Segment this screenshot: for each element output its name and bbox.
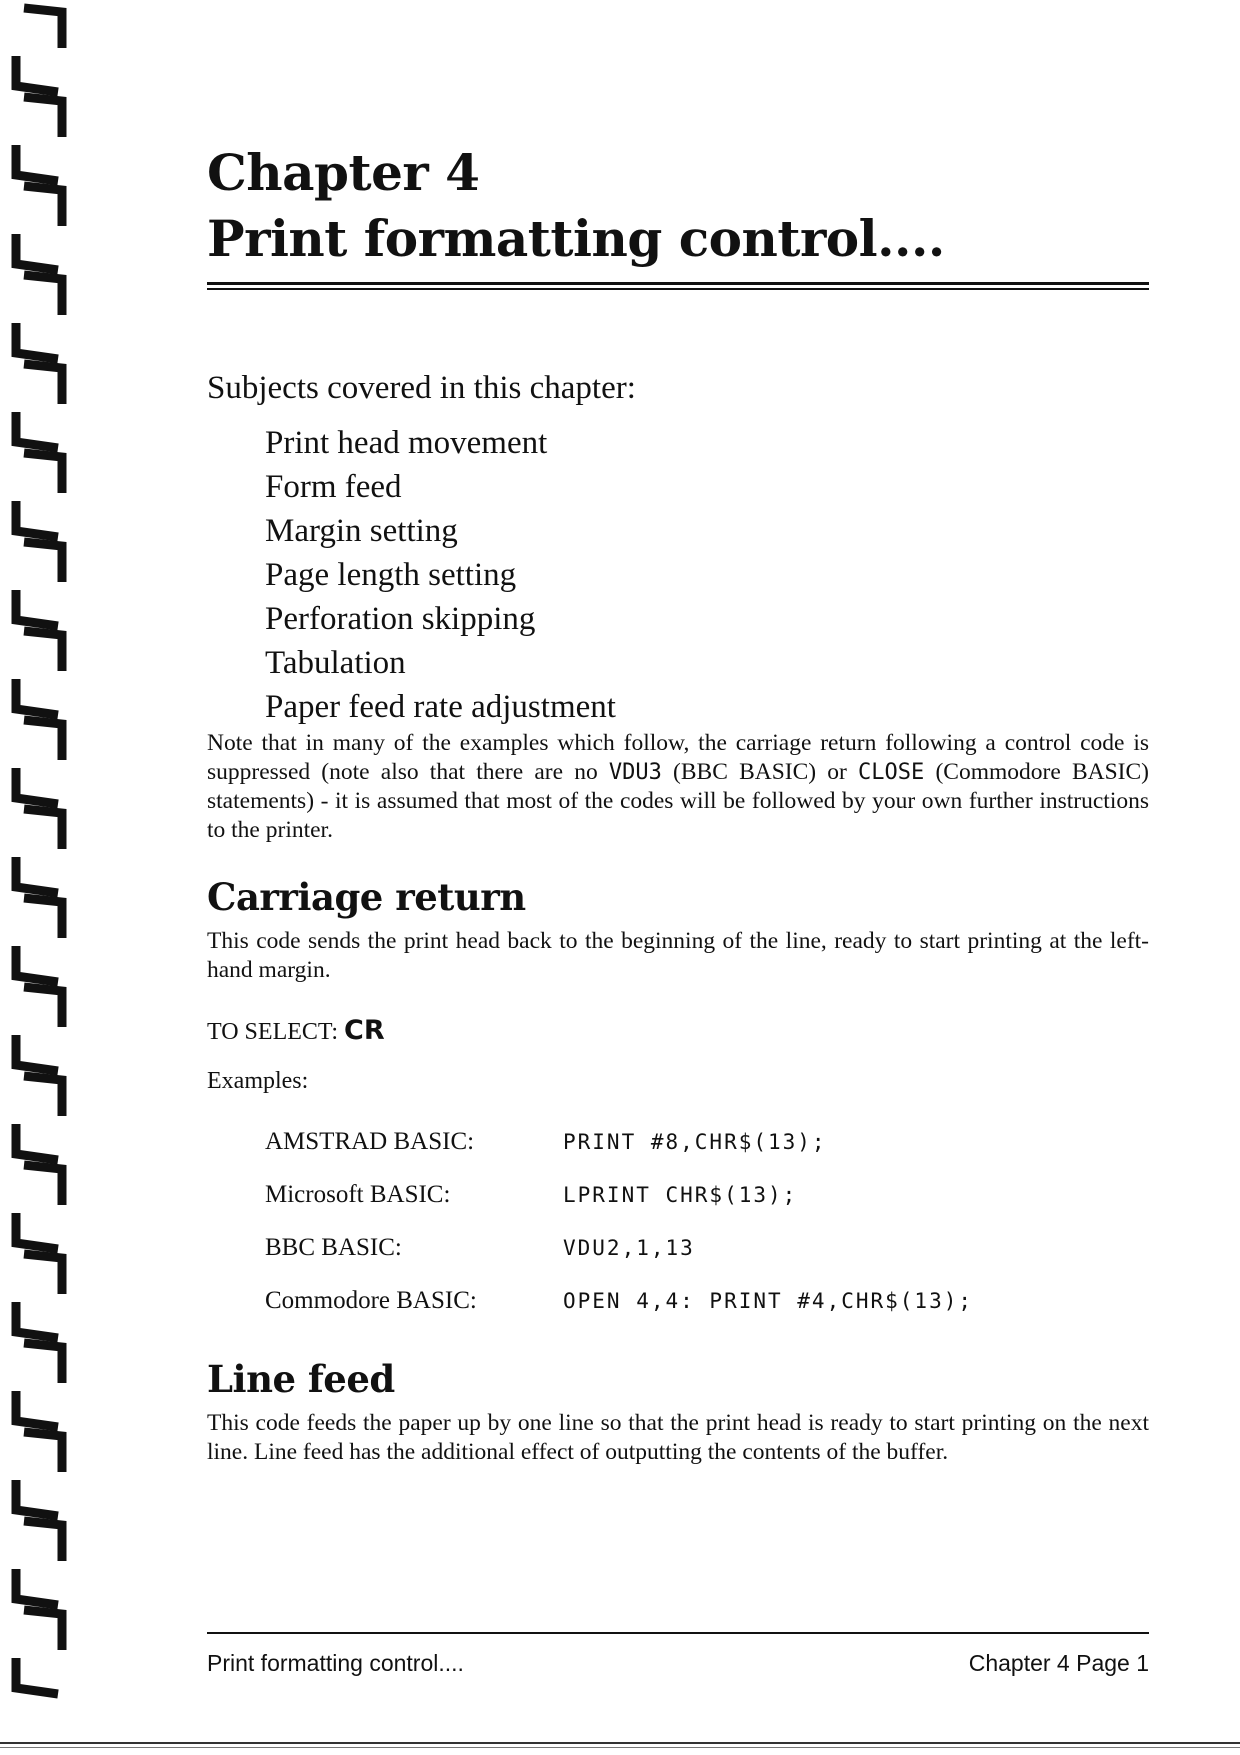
subject-item: Form feed: [265, 469, 402, 505]
select-line: [207, 1015, 1149, 1046]
subject-item: Paper feed rate adjustment: [265, 689, 616, 725]
footer-rule: [207, 1632, 1149, 1634]
example-row: [265, 1274, 973, 1327]
carriage-return-description: This code sends the print head back to the beginning of the line, ready to start printing at the left-hand margin.: [207, 928, 1149, 983]
close-code: CLOSE: [858, 760, 925, 785]
subject-item: Margin setting: [265, 513, 458, 549]
example-code: LPRINT CHR$(13);: [563, 1182, 798, 1207]
binding-ring: [16, 720, 62, 804]
example-row: [265, 1221, 973, 1274]
note-text: (Commodore BASIC) statements) - it is assumed that most of the codes will be followed by your own further instructions to the printer.: [207, 759, 1149, 843]
binding-ring: [16, 275, 62, 359]
binding-ring: [16, 631, 62, 715]
binding-ring: [16, 1165, 62, 1249]
binding-ring: [16, 453, 62, 537]
example-lang: AMSTRAD BASIC:: [265, 1127, 475, 1155]
binding-ring: [16, 1076, 62, 1160]
binding-ring: [16, 364, 62, 448]
title-rule: [207, 282, 1149, 290]
line-feed-heading: Line feed: [207, 1357, 395, 1401]
line-feed-description: This code feeds the paper up by one line so that the print head is ready to start printing on the next line. Line feed has the additional effect of outputting the contents of the buffer.: [207, 1410, 1149, 1465]
chapter-number: Chapter 4: [207, 143, 480, 202]
example-lang: Commodore BASIC:: [265, 1286, 477, 1314]
binding-ring: [16, 186, 62, 270]
footer-title: Print formatting control....: [207, 1650, 464, 1676]
note-paragraph: [207, 729, 1149, 845]
binding-ring: [16, 1432, 62, 1516]
footer-page-number: Chapter 4 Page 1: [968, 1650, 1149, 1676]
binding-ring: [16, 8, 62, 92]
example-code: OPEN 4,4: PRINT #4,CHR$(13);: [563, 1288, 974, 1313]
example-lang: Microsoft BASIC:: [265, 1180, 451, 1208]
subject-item: Page length setting: [265, 557, 517, 593]
examples-table: [265, 1115, 973, 1327]
binding-ring: [16, 898, 62, 982]
subject-item: Perforation skipping: [265, 601, 536, 637]
example-row: [265, 1115, 973, 1168]
chapter-heading: [207, 140, 1149, 272]
spiral-binding: [0, 0, 80, 1755]
vdu3-code: VDU3: [608, 760, 662, 785]
example-code: PRINT #8,CHR$(13);: [563, 1129, 827, 1154]
carriage-return-heading: Carriage return: [207, 875, 526, 919]
note-text: Note that in many of the examples which follow, the carriage return following a control code is suppressed (note also that there are no: [207, 730, 1149, 785]
subject-item: Print head movement: [265, 425, 548, 461]
subject-item: Tabulation: [265, 645, 406, 681]
binding-ring: [16, 542, 62, 626]
binding-ring: [16, 1610, 62, 1694]
examples-label: Examples:: [207, 1068, 309, 1094]
note-text: (BBC BASIC) or: [661, 759, 859, 785]
select-code: CR: [344, 1015, 385, 1046]
binding-ring: [16, 1521, 62, 1605]
example-code: VDU2,1,13: [563, 1235, 695, 1260]
select-label: TO SELECT:: [207, 1019, 339, 1045]
binding-ring: [16, 97, 62, 181]
binding-ring: [16, 1343, 62, 1427]
page-footer: [207, 1650, 1149, 1677]
subjects-list: [207, 421, 1149, 729]
example-lang: BBC BASIC:: [265, 1233, 402, 1261]
page-content: [207, 140, 1149, 1467]
binding-ring: [16, 1254, 62, 1338]
binding-ring: [16, 809, 62, 893]
subjects-intro: Subjects covered in this chapter:: [207, 370, 636, 406]
page-bottom-edge: [0, 1742, 1240, 1748]
binding-ring: [16, 987, 62, 1071]
chapter-title: Print formatting control....: [207, 209, 945, 268]
example-row: [265, 1168, 973, 1221]
